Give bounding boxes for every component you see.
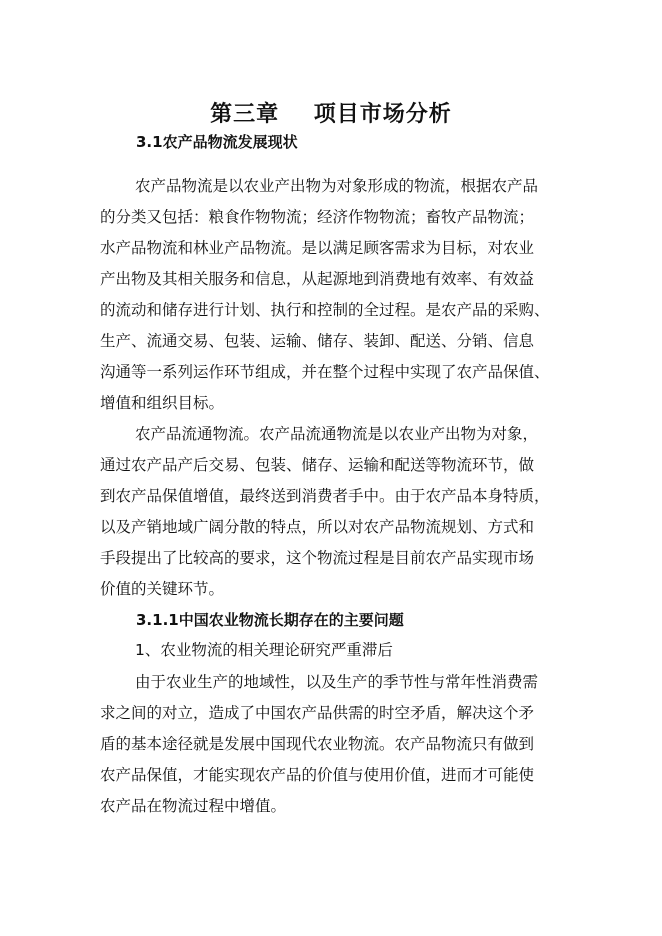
paragraph-3-line: 求之间的对立，造成了中国农产品供需的时空矛盾，解决这个矛: [100, 704, 535, 722]
chapter-title: 第三章 项目市场分析: [210, 101, 452, 127]
paragraph-2-line: 农产品流通物流。农产品流通物流是以农业产出物为对象，: [135, 425, 539, 443]
paragraph-2-line: 到农产品保值增值，最终送到消费者手中。由于农产品本身特质，: [100, 487, 550, 505]
paragraph-1-line: 农产品物流是以农业产出物为对象形成的物流，根据农产品: [135, 177, 539, 195]
paragraph-3-line: 盾的基本途径就是发展中国现代农业物流。农产品物流只有做到: [100, 735, 535, 753]
section-heading-3-1-1: 3.1.1中国农业物流长期存在的主要问题: [136, 611, 404, 629]
paragraph-3-line: 由于农业生产的地域性，以及生产的季节性与常年性消费需: [135, 673, 539, 691]
paragraph-1-line: 水产品物流和林业产品物流。是以满足顾客需求为目标，对农业: [100, 239, 535, 257]
item-1-title: 1、农业物流的相关理论研究严重滞后: [135, 641, 393, 659]
paragraph-3-line: 农产品在物流过程中增值。: [100, 797, 287, 815]
paragraph-1-line: 沟通等一系列运作环节组成，并在整个过程中实现了农产品保值、: [100, 363, 550, 381]
paragraph-1-line: 产出物及其相关服务和信息，从起源地到消费地有效率、有效益: [100, 270, 535, 288]
paragraph-2-line: 通过农产品产后交易、包装、储存、运输和配送等物流环节，做: [100, 456, 535, 474]
paragraph-1-line: 增值和组织目标。: [100, 394, 225, 412]
paragraph-1-line: 的分类又包括：粮食作物物流；经济作物物流；畜牧产品物流；: [100, 208, 535, 226]
paragraph-2-line: 手段提出了比较高的要求，这个物流过程是目前农产品实现市场: [100, 549, 535, 567]
paragraph-2-line: 以及产销地域广阔分散的特点，所以对农产品物流规划、方式和: [100, 518, 535, 536]
paragraph-1-line: 的流动和储存进行计划、执行和控制的全过程。是农产品的采购、: [100, 301, 550, 319]
section-heading-3-1: 3.1农产品物流发展现状: [136, 133, 298, 151]
paragraph-1-line: 生产、流通交易、包装、运输、储存、装卸、配送、分销、信息: [100, 332, 535, 350]
paragraph-3-line: 农产品保值，才能实现农产品的价值与使用价值，进而才可能使: [100, 766, 535, 784]
paragraph-2-line: 价值的关键环节。: [100, 580, 225, 598]
